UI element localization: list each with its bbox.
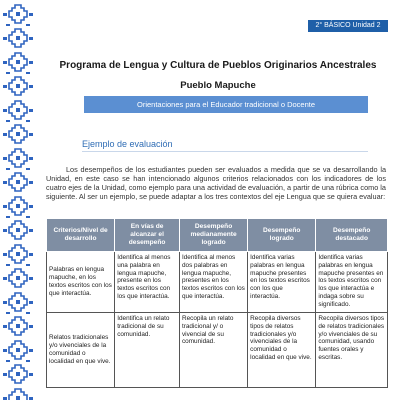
pueblo-title: Pueblo Mapuche [180, 80, 256, 91]
table-header-row [47, 219, 388, 252]
table-cell: Palabras en lengua mapuche, en los textos escritos con los que interactúa. [47, 252, 115, 313]
border-motif [3, 173, 33, 191]
border-motif [3, 53, 33, 74]
border-motif [3, 269, 33, 287]
table-header-cell: Desempeño destacado [316, 219, 388, 252]
border-motif [3, 125, 33, 143]
border-motif [3, 5, 33, 26]
table-row [47, 252, 388, 313]
table-cell: Recopila diversos tipos de relatos tradicionales y/o vivenciales de su comunidad, usando fuentes orales y escritas. [316, 313, 388, 388]
orientation-bar: Orientaciones para el Educador tradicional o Docente [84, 96, 368, 113]
unit-badge: 2° BÁSICO Unidad 2 [308, 20, 388, 32]
table-cell: Identifica un relato tradicional de su comunidad. [115, 313, 180, 388]
table-cell: Identifica varias palabras en lengua mapuche presentes en los textos escritos con los que interactúa e indaga sobre su significado. [316, 252, 388, 313]
border-motif [3, 221, 33, 239]
table-row [47, 313, 388, 388]
table-cell: Identifica al menos dos palabras en lengua mapuche, presentes en los textos escritos con los que interactúa. [179, 252, 247, 313]
mapuche-textile-border-icon [0, 0, 36, 400]
evaluation-rubric-table [46, 218, 388, 388]
border-motif [3, 101, 33, 122]
border-motif [3, 293, 33, 314]
table-header-cell: Desempeño logrado [248, 219, 316, 252]
table-header-cell: Criterios/Nivel de desarrollo [47, 219, 115, 252]
border-motif [3, 341, 33, 362]
border-motif [3, 77, 33, 95]
section-divider [82, 151, 368, 152]
intro-paragraph: Los desempeños de los estudiantes pueden ser evaluados a medida que se va desarrollando la Unidad, en este caso se han intencionado algunos criterios relacionados con los indicadores de los cuatro ejes de la Unidad, como ejemplo para una actividad de evaluación, a partir de una rúbrica como la siguiente. Al ser un ejemplo, se puede adaptar a los tres contextos del eje Lengua que se quiera evaluar: [46, 165, 386, 201]
border-motif [3, 317, 33, 335]
program-title: Programa de Lengua y Cultura de Pueblos Originarios Ancestrales [59, 60, 377, 71]
border-motif [3, 149, 33, 170]
table-cell: Recopila diversos tipos de relatos tradicionales y/o vivenciales de la comunidad o localidad en que vive. [248, 313, 316, 388]
border-motif [3, 245, 33, 266]
decorative-border [0, 0, 36, 400]
table-cell: Relatos tradicionales y/o vivenciales de la comunidad o localidad en que vive. [47, 313, 115, 388]
border-motif [3, 197, 33, 218]
table-cell: Recopila un relato tradicional y/ o vivencial de su comunidad. [179, 313, 247, 388]
section-title: Ejemplo de evaluación [82, 139, 173, 149]
table-header-cell: Desempeño medianamente logrado [179, 219, 247, 252]
document-page [36, 0, 400, 400]
table-cell: Identifica varias palabras en lengua mapuche presentes en los textos escritos con los que interactúa. [248, 252, 316, 313]
table-cell: Identifica al menos una palabra en lengua mapuche, presente en los textos escritos con los que interactúa. [115, 252, 180, 313]
border-motif [3, 365, 33, 383]
table-header-cell: En vías de alcanzar el desempeño [115, 219, 180, 252]
border-motif [3, 29, 33, 47]
border-motif [3, 389, 33, 400]
